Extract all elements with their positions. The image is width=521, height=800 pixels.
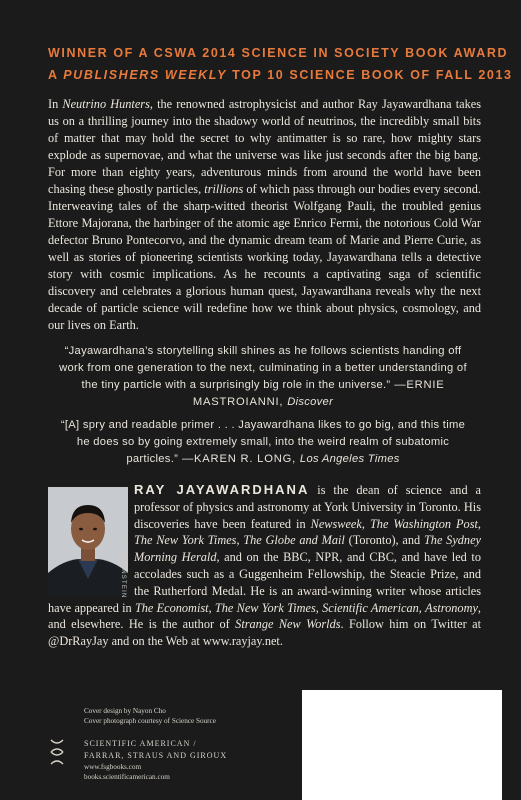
publisher-logo-icon <box>48 737 66 767</box>
award-line-publishers-weekly: A PUBLISHERS WEEKLY TOP 10 SCIENCE BOOK OF FALL 2013 <box>48 68 513 82</box>
photo-credit-vertical: J.R. BERNSTEIN <box>120 535 126 599</box>
publisher-name-line1: SCIENTIFIC AMERICAN / <box>84 739 197 748</box>
review-quote-discover: “Jayawardhana’s storytelling skill shines as he follows scientists handing off work from one generation to the next, culminating in a better understanding of the tiny particle with a surprisingly big role in the universe.” —ERNIE MASTROIANNI, Discover <box>59 345 467 408</box>
publisher-footer <box>84 706 284 782</box>
award-line-cswa: WINNER OF A CSWA 2014 SCIENCE IN SOCIETY BOOK AWARD <box>48 46 509 60</box>
quote-attribution: —ERNIE MASTROIANNI, <box>192 379 445 408</box>
review-quote-la-times: “[A] spry and readable primer . . . Jayawardhana likes to go big, and this time he does so by going extremely small, into the weird realm of subatomic particles.” —KAREN R. LONG, Los Angeles Times <box>60 419 466 465</box>
author-bio: RAY JAYAWARDHANA is the dean of science and a professor of physics and astronomy at York University in Toronto. His discoveries have been featured in Newsweek, The Washington Post, The New York Times, The Globe and Mail (Toronto), and The Sydney Morning Herald, and on the BBC, NPR, and CBC, and have led to accolades such as a Guggenheim Fellowship, the Steacie Prize, and the Rutherford Medal. He is an award-winning writer whose articles have appeared in The Economist, The New York Times, Scientific American, Astronomy, and elsewhere. He is the author of Strange New Worlds. Follow him on Twitter at @DrRayJay and on the Web at www.rayjay.net. <box>48 482 481 649</box>
publisher-url-sciam: books.scientificamerican.com <box>84 773 170 781</box>
publisher-name-line2: FARRAR, STRAUS AND GIROUX <box>84 751 228 760</box>
quote-publication: Discover <box>287 396 334 408</box>
fsg-fish-icon <box>48 737 66 767</box>
awards-block <box>48 42 513 86</box>
publisher-url-fsg: www.fsgbooks.com <box>84 763 142 771</box>
cover-photo-credit: Cover photograph courtesy of Science Source <box>84 717 216 725</box>
quote-attribution: —KAREN R. LONG, <box>178 453 300 465</box>
barcode-area <box>302 690 502 800</box>
book-description: In Neutrino Hunters, the renowned astrophysicist and author Ray Jayawardhana takes us on a thrilling journey into the shadowy world of neutrinos, the incredibly small bits of matter that may hold the secret to why antimatter is so rare, how mighty stars explode as supernovae, and what the universe was like just seconds after the big bang. For more than eighty years, adventurous minds from around the world have been chasing these ghostly particles, trillions of which pass through our bodies every second. Interweaving tales of the sharp-witted theorist Wolfgang Pauli, the troubled genius Ettore Majorana, the harbinger of the atomic age Enrico Fermi, the notorious Cold War defector Bruno Pontecorvo, and the dynamic dream team of Marie and Pierre Curie, as well as stories of pioneering scientists working today, Jayawardhana tells a detective story with cosmic implications. As he recounts a captivating saga of scientific discovery and celebrates a glorious human quest, Jayawardhana reveals why the next decade of particle science will redefine how we think about physics, cosmology, and our lives on Earth. <box>48 97 481 332</box>
book-title: Neutrino Hunters <box>62 97 150 111</box>
author-name: RAY JAYAWARDHANA <box>134 482 310 497</box>
quote-publication: Los Angeles Times <box>299 453 400 465</box>
cover-design-credit: Cover design by Nayon Cho <box>84 707 166 715</box>
